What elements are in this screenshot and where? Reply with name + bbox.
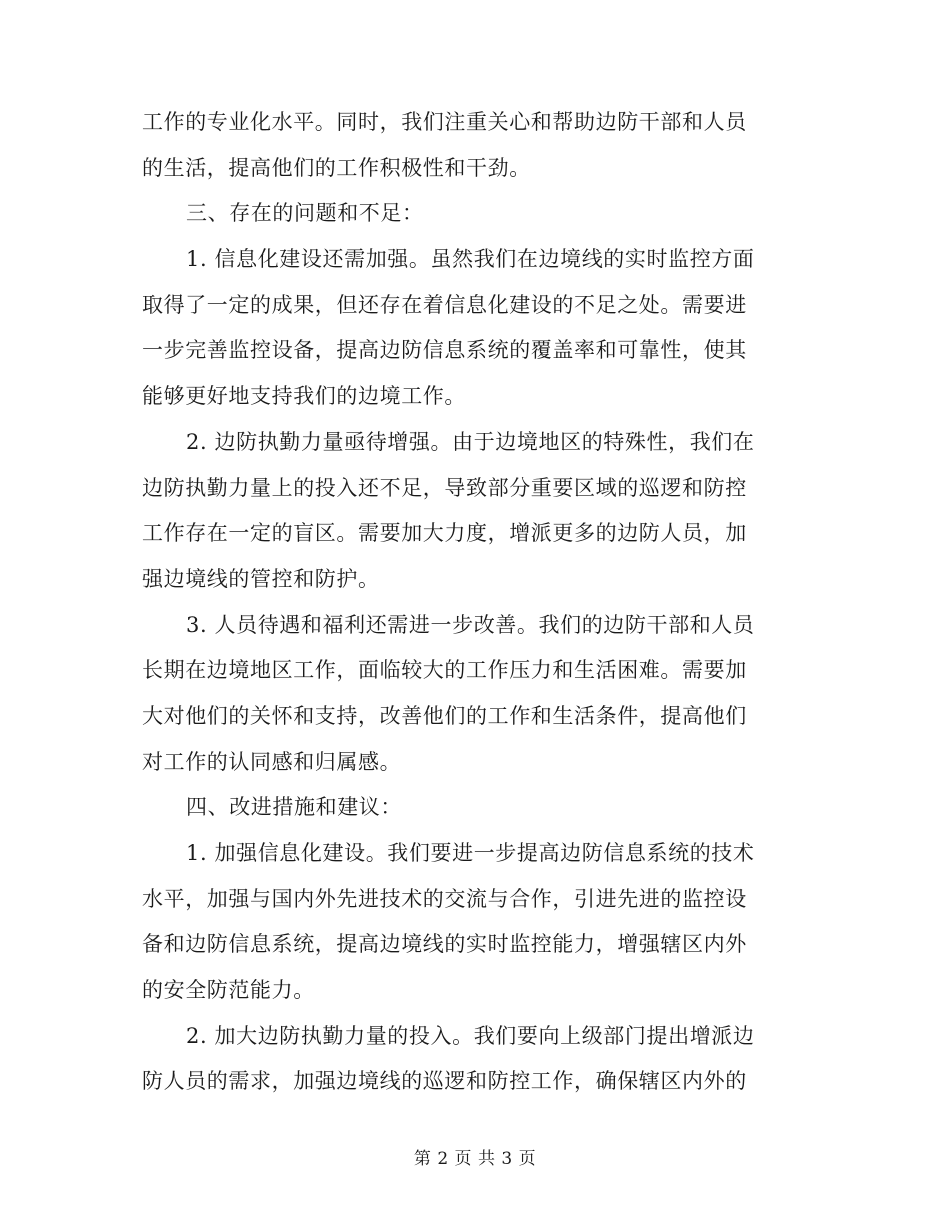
body-line: 的生活，提高他们的工作积极性和干劲。 <box>142 155 531 180</box>
body-line: 对工作的认同感和归属感。 <box>142 749 402 774</box>
body-line: 的安全防范能力。 <box>142 978 315 1003</box>
body-line: 工作存在一定的盲区。需要加大力度，增派更多的边防人员，加 <box>142 521 747 546</box>
body-line: 1. 信息化建设还需加强。虽然我们在边境线的实时监控方面 <box>186 247 755 272</box>
body-line: 备和边防信息系统，提高边境线的实时监控能力，增强辖区内外 <box>142 932 747 957</box>
body-line: 水平，加强与国内外先进技术的交流与合作，引进先进的监控设 <box>142 886 747 911</box>
body-line: 取得了一定的成果，但还存在着信息化建设的不足之处。需要进 <box>142 292 747 317</box>
document-body <box>142 100 808 1105</box>
body-line: 3. 人员待遇和福利还需进一步改善。我们的边防干部和人员 <box>186 612 755 637</box>
body-line: 防人员的需求，加强边境线的巡逻和防控工作，确保辖区内外的 <box>142 1069 747 1094</box>
body-line: 2. 加大边防执勤力量的投入。我们要向上级部门提出增派边 <box>186 1023 755 1048</box>
body-line: 2. 边防执勤力量亟待增强。由于边境地区的特殊性，我们在 <box>186 429 755 454</box>
page-number-footer: 第 2 页 共 3 页 <box>413 1149 537 1169</box>
body-line: 工作的专业化水平。同时，我们注重关心和帮助边防干部和人员 <box>142 110 747 134</box>
body-line: 长期在边境地区工作，面临较大的工作压力和生活困难。需要加 <box>142 658 747 683</box>
body-line: 能够更好地支持我们的边境工作。 <box>142 384 466 409</box>
body-line: 大对他们的关怀和支持，改善他们的工作和生活条件，提高他们 <box>142 703 747 728</box>
body-line: 1. 加强信息化建设。我们要进一步提高边防信息系统的技术 <box>186 841 755 865</box>
body-line: 强边境线的管控和防护。 <box>142 566 380 591</box>
body-line: 边防执勤力量上的投入还不足，导致部分重要区域的巡逻和防控 <box>142 475 747 500</box>
section-heading: 四、改进措施和建议： <box>186 795 402 820</box>
section-heading: 三、存在的问题和不足： <box>186 201 424 226</box>
body-line: 一步完善监控设备，提高边防信息系统的覆盖率和可靠性，使其 <box>142 338 747 363</box>
